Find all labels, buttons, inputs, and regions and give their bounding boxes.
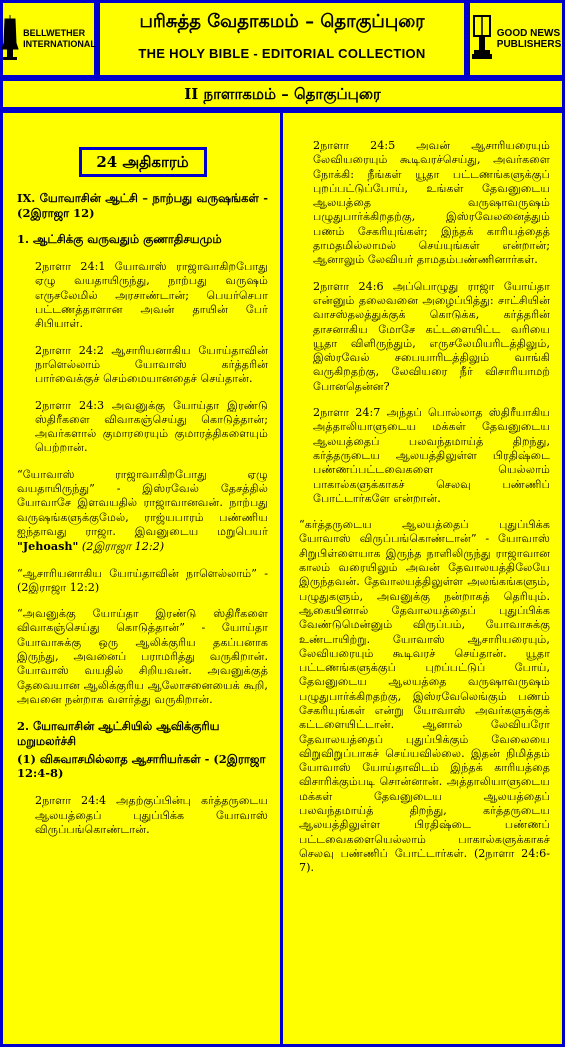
subheader-title: II நாளாகமம் – தொகுப்புரை: [184, 85, 381, 103]
book-icon: [471, 12, 493, 66]
left-column: [0, 110, 283, 1047]
good-news-logo: [467, 0, 565, 78]
commentary-1-ref: (2இராஜா 12:2): [78, 540, 165, 554]
subheader-box: [0, 78, 565, 110]
commentary-1: [17, 468, 268, 555]
right-column: [280, 110, 565, 1047]
chapter-heading: 24 அதிகாரம்: [79, 147, 207, 177]
title-english: THE HOLY BIBLE - EDITORIAL COLLECTION: [138, 46, 426, 61]
title-tamil: பரிசுத்த வேதாகமம் – தொகுப்புரை: [139, 11, 425, 32]
verse-24-3: 2நாளா 24:3 அவனுக்கு யோய்தா இரண்டு ஸ்திரீகளை விவாகஞ்செய்து கொடுத்தான்; அவர்களால் குமாரரையும் குமாரத்திகளையும் பெற்றான்.: [35, 398, 268, 455]
subsection-heading-2a: (1) விசுவாசமில்லாத ஆசாரியர்கள் - (2இராஜா 12:4-8): [17, 751, 266, 781]
subsection-heading-1: 1. ஆட்சிக்கு வருவதும் குணாதிசயமும்: [17, 231, 222, 246]
verse-24-2: 2நாளா 24:2 ஆசாரியனாகிய யோய்தாவின் நாளெல்லாம் யோவாஸ் கர்த்தரின் பார்வைக்குச் செம்மையானதைச் செய்தான்.: [35, 343, 268, 386]
header-title-box: [97, 0, 467, 78]
commentary-1-name: "Jehoash": [17, 539, 79, 554]
left-logo-line1: BELLWETHER: [23, 28, 86, 39]
bell-icon: [1, 13, 19, 65]
bellwether-logo: [0, 0, 97, 78]
left-logo-line2: INTERNATIONAL: [23, 39, 96, 49]
verse-24-4: 2நாளா 24:4 அதற்குப்பின்பு கர்த்தருடைய ஆலயத்தைப் புதுப்பிக்க யோவாஸ் விருப்பங்கொண்டான்.: [35, 794, 268, 836]
right-logo-line1: GOOD NEWS: [496, 27, 561, 39]
commentary-4: “கர்த்தருடைய ஆலயத்தைப் புதுப்பிக்க யோவாஸ் விருப்பங்கொண்டான்” - யோவாஸ் சிறுபிள்ளையாக இருந்த நாளிலிருந்து ராஜாவான காலம் வரையிலும் அவன் தேவாலயத்திலேயே இருந்தவன். தேவாலயத்திலுள்ள அலங்கங்களும், பழுதுகளும், அவனுக்கு நன்றாகத் தெரியும். ஆகையினால் தேவாலயத்தைப் புதுப்பிக்க வேண்டுமென்னும் விருப்பம், யோவாசுக்கு உண்டாயிற்று. யோவாஸ் ஆசாரியரையும், லேவியரையும் கூடிவரச் செய்தான். யூதா பட்டணங்களுக்குப் புறப்பட்டுப் போய், தேவனுடைய ஆலயத்தை வருஷாவருஷம் பழுதுபார்க்கிறதற்கு, இஸ்ரவேலெங்கும் பணம் சேகரியுங்கள் என்று யோவாஸ் அவர்களுக்குக் கட்டளையிட்டான். ஆனால் லேவியரோ தேவாலயத்தைப் புதுப்பிக்கும் வேலையை விறுவிறுப்பாகச் செய்யவில்லை. இதன் நிமித்தம் யோவாஸ் யோய்தாவிடம் இந்தக் காரியத்தை விசாரிக்கும்படி சொன்னான். அத்தாலியாளுடைய மக்கள் தேவனுடைய ஆலயத்தைப் பலவந்தமாய்த் திறந்து, கர்த்தருடைய ஆலயத்திலுள்ள பிரதிஷ்டை பண்ணப் பட்டவைகளையெல்லாம் பாகால்களுக்காகச் செலவு பண்ணிப் போட்டார்கள். (2நாளா 24:6-7).: [299, 518, 550, 875]
verse-24-1: 2நாளா 24:1 யோவாஸ் ராஜாவாகிறபோது ஏழு வயதாயிருந்து, நாற்பது வருஷம் எருசலேமில் அரசாண்டான்; பெயர்செபா பட்டணத்தாளான அவன் தாயின் பேர் சிபியாள்.: [35, 260, 268, 331]
verse-24-5: 2நாளா 24:5 அவன் ஆசாரியரையும் லேவியரையும் கூடிவரச்செய்து, அவர்களை நோக்கி: நீங்கள் யூதா பட்டணங்களுக்குப் புறப்பட்டுப்போய், உங்கள் தேவனுடைய ஆலயத்தை வருஷாவருஷம் பழுதுபார்க்கிறதற்கு, இஸ்ரவேலனைத்தும் பணம் சேகரியுங்கள்; இந்தக் காரியத்தைத் தாமதமில்லாமல் செய்யுங்கள் என்றான்; ஆனாலும் லேவியர் தாமதம்பண்ணினார்கள்.: [313, 139, 550, 267]
subsection-heading-2: 2. யோவாசின் ஆட்சியில் ஆவிக்குரிய மறுமலர்ச்சி: [17, 719, 220, 748]
verse-24-7: 2நாளா 24:7 அந்தப் பொல்லாத ஸ்திரீயாகிய அத்தாலியாளுடைய மக்கள் தேவனுடைய ஆலயத்தைப் பலவந்தமாய்த் திறந்து, கர்த்தருடைய ஆலயத்திலுள்ள பிரதிஷ்டை பண்ணப்பட்டவைகளை யெல்லாம் பாகால்களுக்காகச் செலவு பண்ணிப் போட்டார்களே என்றான்.: [313, 406, 550, 505]
section-title: IX. யோவாசின் ஆட்சி – நாற்பது வருஷங்கள் - (2இராஜா 12): [17, 191, 268, 220]
commentary-3: “அவனுக்கு யோய்தா இரண்டு ஸ்திரீகளை விவாகஞ்செய்து கொடுத்தான்” - யோய்தா யோவாசுக்கு ஒரு ஆலிக்குரிய தகப்பனாக இருந்து, அவனைப் பராமரித்து வருகிறான். யோவாஸ் வயதில் சிறியவன். அவனுக்குத் தேவையான ஆலிக்குரிய ஆலோசனையைக் கூறி, அவனை நன்றாக வளர்த்து வருகிறான்.: [17, 607, 268, 706]
commentary-1-text: “யோவாஸ் ராஜாவாகிறபோது ஏழு வயதாயிருந்து” - இஸ்ரவேல் தேசத்தில் யோவாசே இளவயதில் ராஜாவானவன். நாற்பது வருஷங்களுக்குமேல், ராஜ்யபாரம் பண்ணிய ஐந்தாவது ராஜா. இவனுடைய மறுபெயர்: [17, 467, 268, 538]
commentary-2: “ஆசாரியனாகிய யோய்தாவின் நாளெல்லாம்” - (2இராஜா 12:2): [17, 566, 268, 594]
verse-24-6: 2நாளா 24:6 அப்பொழுது ராஜா யோய்தா என்னும் தலைவனை அழைப்பித்து: சாட்சியின் வாசஸ்தலத்துக்குக் கொடுக்க, கர்த்தரின் தாசனாகிய மோசே கட்டளையிட்ட வரியை யூதா விளிருந்தும், எருசலேமியரிடத்திலும், இஸ்ரவேல் சபையாரிடத்திலும் வாங்கி வருகிறதற்கு, லேவியரை நீர் விசாரியாமற் போனதென்ன?: [313, 279, 550, 393]
right-logo-line2: PUBLISHERS: [496, 39, 562, 50]
